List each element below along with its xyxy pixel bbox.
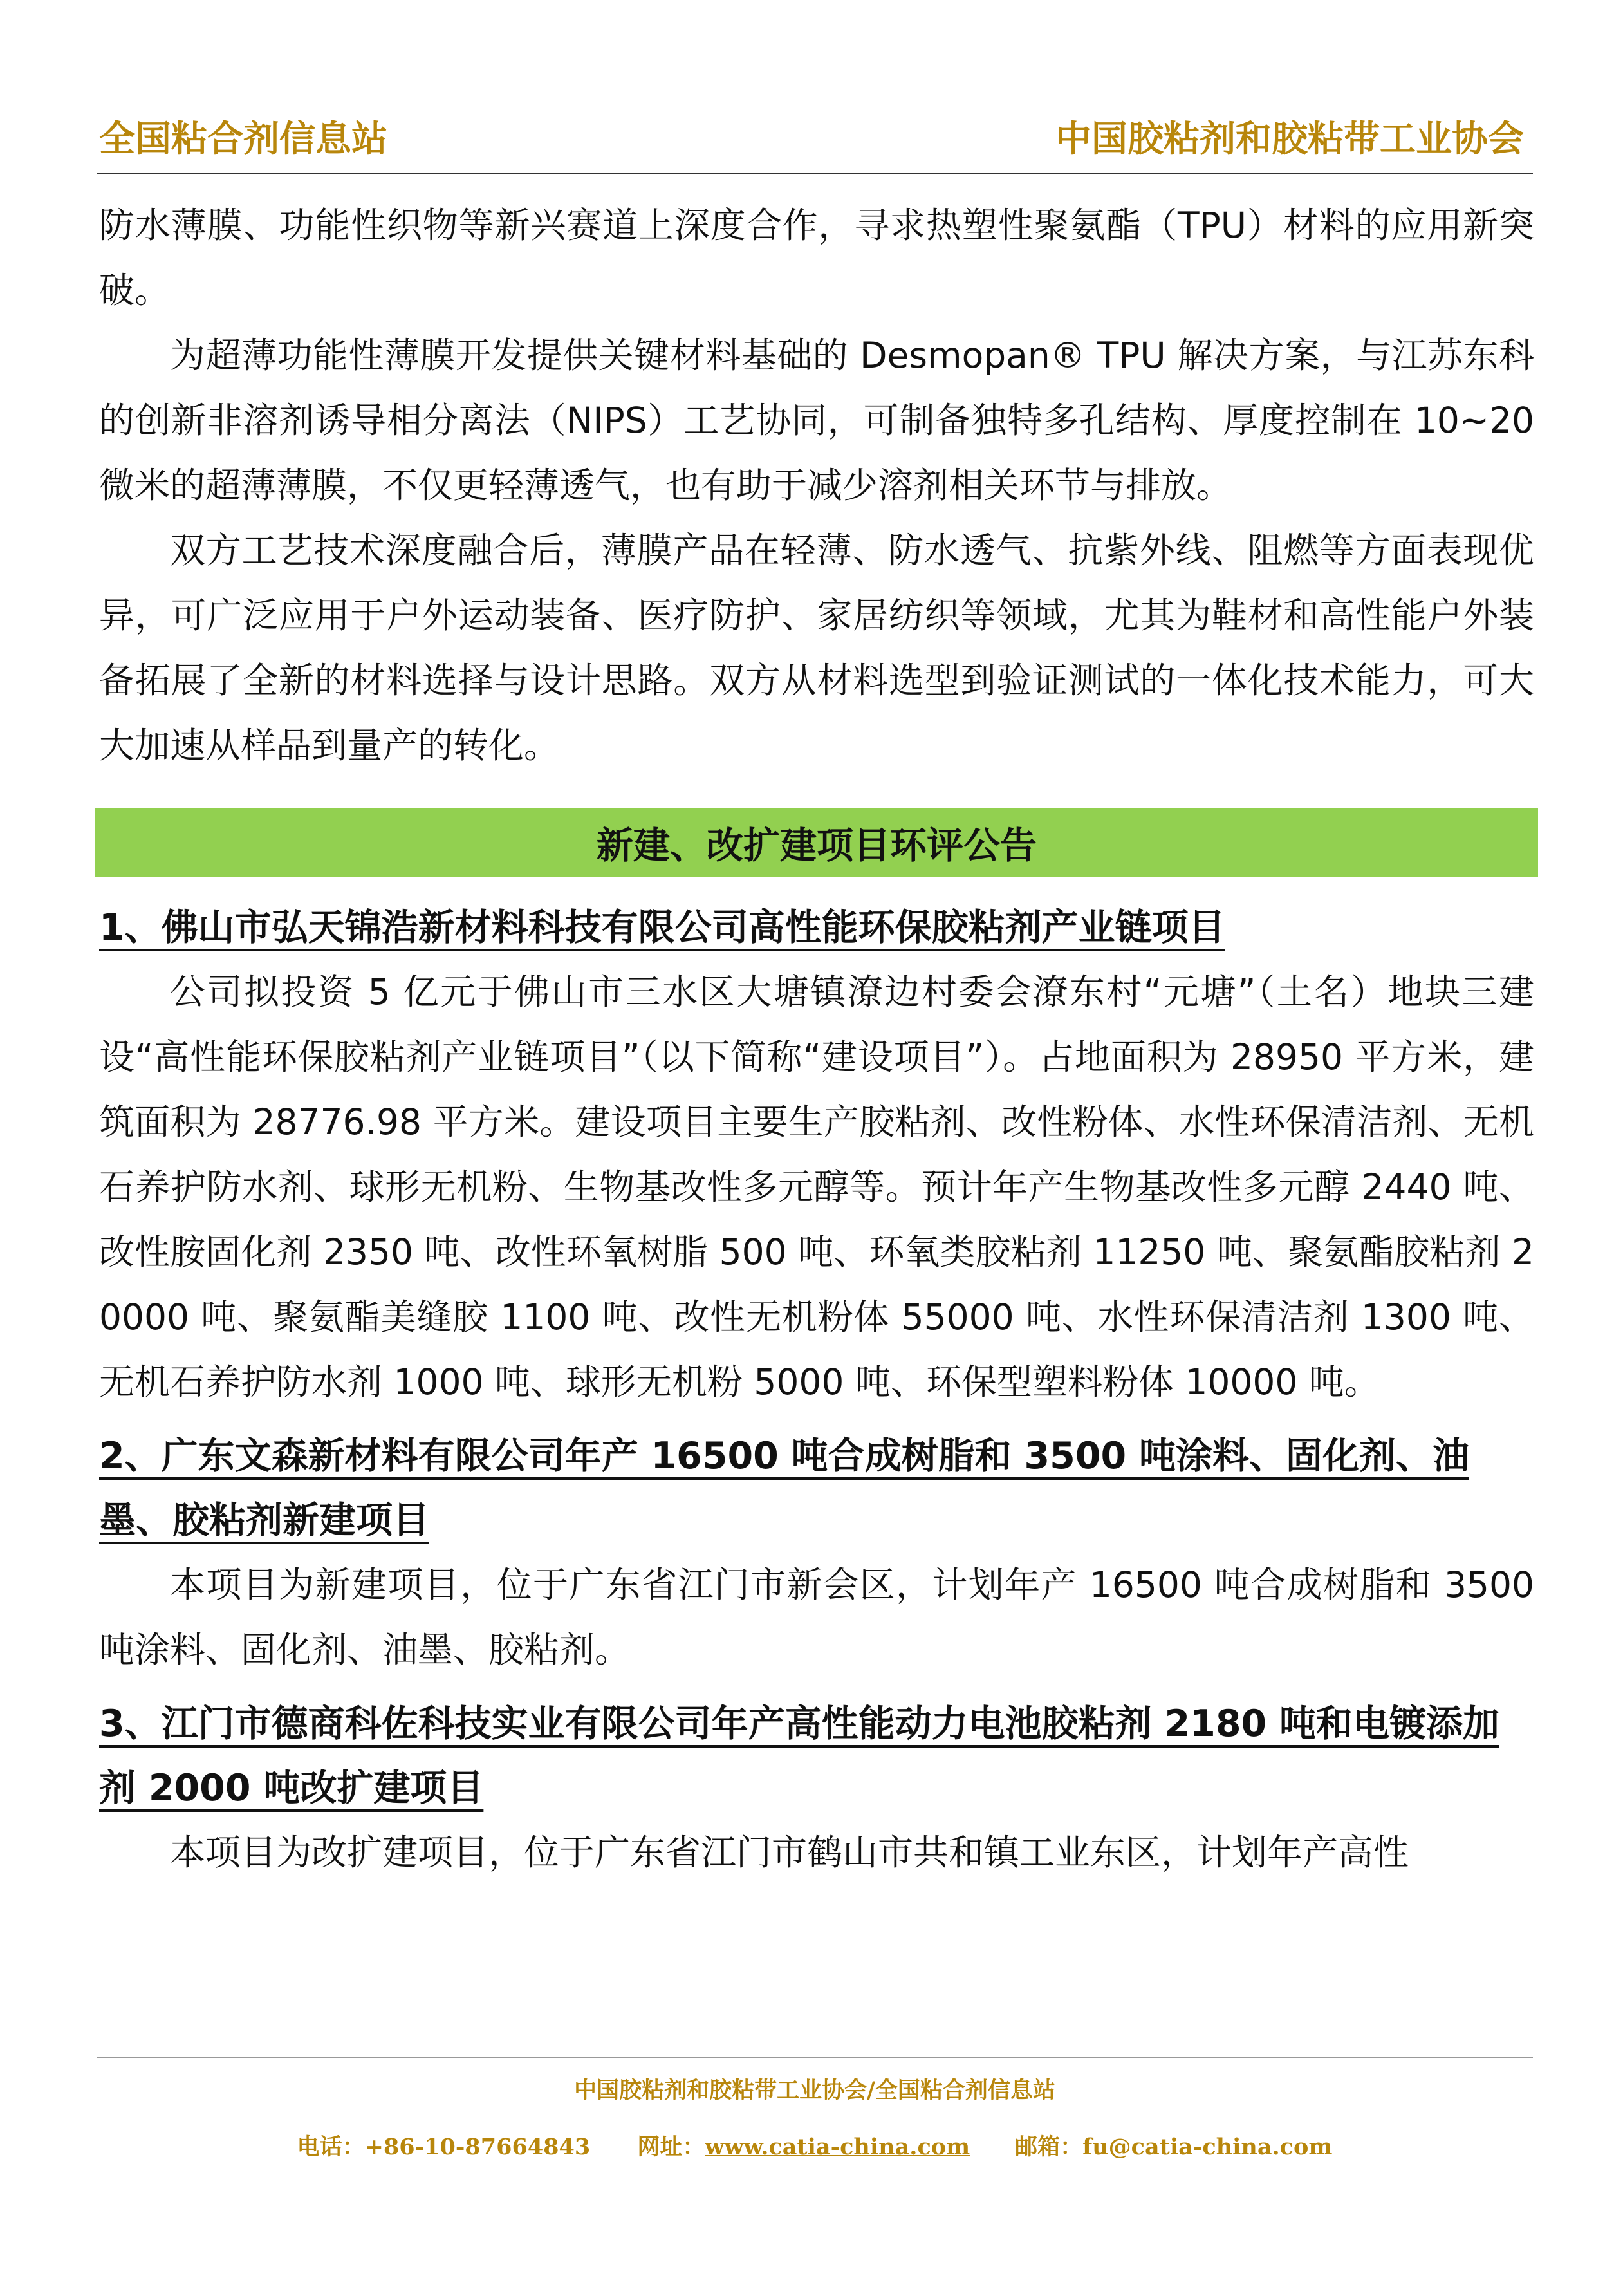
intro-paragraph: 为超薄功能性薄膜开发提供关键材料基础的 Desmopan® TPU 解决方案，与江苏东科的创新非溶剂诱导相分离法（NIPS）工艺协同，可制备独特多孔结构、厚度控制在 10~20 微米的超薄薄膜，不仅更轻薄透气，也有助于减少溶剂相关环节与排放。 <box>99 335 1534 506</box>
project-heading-2: 2、广东文森新材料有限公司年产 16500 吨合成树脂和 3500 吨涂料、固化剂、油墨、胶粘剂新建项目 <box>99 1435 1469 1542</box>
project-body-1: 公司拟投资 5 亿元于佛山市三水区大塘镇潦边村委会潦东村“元塘”（土名）地块三建设“高性能环保胶粘剂产业链项目”（以下简称“建设项目”）。占地面积为 28950 平方米，建筑面积为 28776.98 平方米。建设项目主要生产胶粘剂、改性粉体、水性环保清洁剂、无机石养护防水剂、球形无机粉、生物基改性多元醇等。预计年产生物基改性多元醇 2440 吨、改性胺固化剂 2350 吨、改性环氧树脂 500 吨、环氧类胶粘剂 11250 吨、聚氨酯胶粘剂 20000 吨、聚氨酯美缝胶 1100 吨、改性无机粉体 55000 吨、水性环保清洁剂 1300 吨、无机石养护防水剂 1000 吨、球形无机粉 5000 吨、环保型塑料粉体 10000 吨。 <box>99 971 1534 1403</box>
footer-phone: 电话：+86-10-87664843 <box>297 2134 591 2160</box>
page-footer <box>97 2057 1533 2163</box>
page-header <box>97 115 1533 174</box>
footer-contact <box>97 2131 1533 2163</box>
footer-org: 中国胶粘剂和胶粘带工业协会/全国粘合剂信息站 <box>574 2077 1055 2104</box>
footer-web-label: 网址： <box>637 2134 705 2160</box>
project-heading-1: 1、佛山市弘天锦浩新材料科技有限公司高性能环保胶粘剂产业链项目 <box>99 906 1225 949</box>
footer-website-link[interactable]: www.catia-china.com <box>705 2134 970 2160</box>
header-right-title: 中国胶粘剂和胶粘带工业协会 <box>1055 118 1524 160</box>
project-body-3: 本项目为改扩建项目，位于广东省江门市鹤山市共和镇工业东区，计划年产高性 <box>170 1832 1409 1873</box>
intro-paragraph: 双方工艺技术深度融合后，薄膜产品在轻薄、防水透气、抗紫外线、阻燃等方面表现优异，可广泛应用于户外运动装备、医疗防护、家居纺织等领域，尤其为鞋材和高性能户外装备拓展了全新的材料选择与设计思路。双方从材料选型到验证测试的一体化技术能力，可大大加速从样品到量产的转化。 <box>99 530 1534 766</box>
footer-email[interactable]: 邮箱：fu@catia-china.com <box>1015 2134 1333 2160</box>
project-body-2: 本项目为新建项目，位于广东省江门市新会区，计划年产 16500 吨合成树脂和 3500 吨涂料、固化剂、油墨、胶粘剂。 <box>99 1564 1534 1670</box>
article-body <box>99 193 1534 1885</box>
project-heading-3: 3、江门市德商科佐科技实业有限公司年产高性能动力电池胶粘剂 2180 吨和电镀添加剂 2000 吨改扩建项目 <box>99 1703 1499 1809</box>
intro-paragraph-continued: 防水薄膜、功能性织物等新兴赛道上深度合作，寻求热塑性聚氨酯（TPU）材料的应用新突破。 <box>99 205 1534 311</box>
header-left-title: 全国粘合剂信息站 <box>99 118 387 160</box>
section-banner: 新建、改扩建项目环评公告 <box>95 808 1538 877</box>
